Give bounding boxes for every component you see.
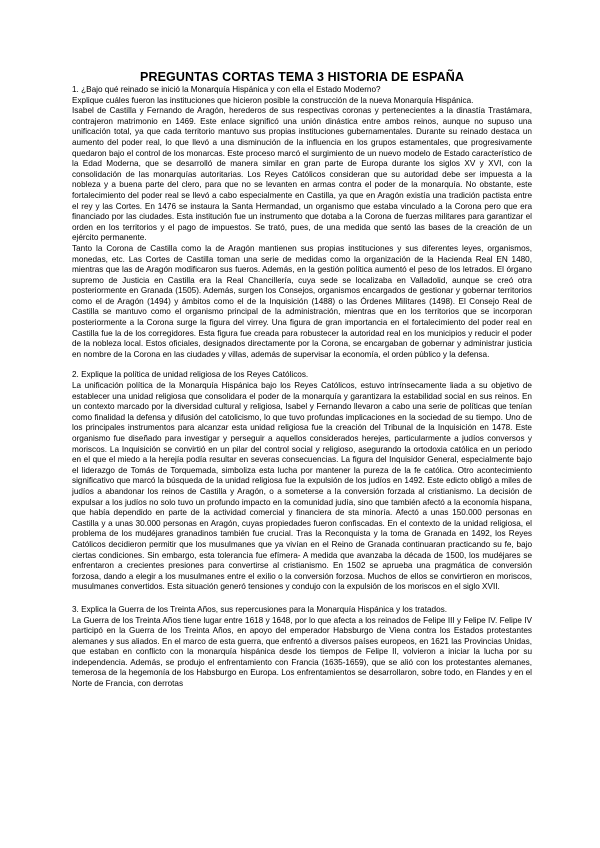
question-3-heading: 3. Explica la Guerra de los Treinta Años, sus repercusiones para la Monarquía Hispánica y los tratados. <box>72 604 448 614</box>
document-page <box>72 70 532 690</box>
answer-3-paragraph-1: La Guerra de los Treinta Años tiene lugar entre 1618 y 1648, por lo que afecta a los reinados de Felipe III y Felipe IV. Felipe IV participó en la Guerra de los Treinta Años, en apoyo del emperador Habsburgo de Viena contra los Estados protestantes alemanes y sus aliados. En el marco de esta guerra, que enfrentó a diversos países europeos, en 1621 las Provincias Unidas, que estaban en conflicto con la monarquía hispánica desde los tiempos de Felipe II, volvieron a iniciar la lucha por su independencia. Además, se produjo el enfrentamiento con Francia (1635-1659), que se alió con los protestantes alemanes, temerosa de la hegemonía de los Habsburgo en Europa. Los enfrentamientos se desarrollaron, sobre todo, en Flandes y en el Norte de Francia, con derrotas <box>72 615 532 689</box>
answer-2-paragraph-1: La unificación política de la Monarquía Hispánica bajo los Reyes Católicos, estuvo intrínsecamente liada a su objetivo de establecer una unidad religiosa que consolidara el poder de la monarquía y garantizara la estabilidad social en sus reinos. En un contexto marcado por la diversidad cultural y religiosa, Isabel y Fernando llevaron a cabo una serie de políticas que tenían como finalidad la defensa y difusión del catolicismo, lo que tuvo profundas implicaciones en la sociedad de su tiempo. Uno de los principales instrumentos para alcanzar esta unidad religiosa fue la creación del Tribunal de la Inquisición en 1478. Este organismo fue diseñado para investigar y perseguir a aquellos considerados herejes, particularmente a judíos conversos y moriscos. La Inquisición se convirtió en un pilar del control social y religioso, asegurando la ortodoxia católica en un periodo en el que el miedo a la herejía podía resultar en severas consecuencias. La figura del Inquisidor General, especialmente bajo el liderazgo de Tomás de Torquemada, simboliza esta lucha por mantener la pureza de la fe católica. Otro acontecimiento significativo que marcó la búsqueda de la unidad religiosa fue la expulsión de los judíos en 1492. Este edicto obligó a miles de judíos a abandonar los reinos de Castilla y Aragón, o a someterse a la conversión forzada al cristianismo. La decisión de expulsar a los judíos no solo tuvo un profundo impacto en la comunidad judía, sino que también afectó a la economía hispana, que había dependido en parte de la actividad comercial y financiera de sta minoría. Afectó a unas 150.000 personas en Castilla y a unas 30.000 personas en Aragón, cuyas propiedades fueron confiscadas. En el contexto de la unidad religiosa, el problema de los mudéjares granadinos también fue crucial. Tras la Reconquista y la toma de Granada en 1492, los Reyes Católicos decidieron permitir que los musulmanes que ya vivían en el Reino de Granada continuaran practicando su fe, bajo ciertas condiciones. Sin embargo, esta tolerancia fue efímera- A medida que avanzaba la década de 1500, los mudéjares se enfrentaron a crecientes presiones para convertirse al cristianismo. En 1502 se aprueba una pragmática de conversión forzosa, dando a elegir a los musulmanes entre el exilio o la conversión forzosa. Muchos de ellos se convirtieron en moriscos, musulmanes convertidos. Esta situación generó tensiones y condujo con la expulsión de los moriscos en el siglo XVII. <box>72 381 532 592</box>
question-2-section <box>72 370 532 592</box>
question-1-section <box>72 85 532 360</box>
question-1-heading: 1. ¿Bajo qué reinado se inició la Monarquía Hispánica y con ella el Estado Moderno? <box>72 85 381 94</box>
answer-1-paragraph-1: Isabel de Castilla y Fernando de Aragón, herederos de sus respectivas coronas y pertenecientes a la dinastía Trastámara, contrajeron matrimonio en 1469. Este enlace significó una unión dinástica entre ambos reinos, aunque no supuso una unificación total, ya que cada territorio mantuvo sus propias instituciones gubernamentales. Durante su reinado destaca un aumento del poder real, lo que llevó a una disminución de la influencia en los grupos estamentales, que progresivamente quedaron bajo el control de los monarcas. Este proceso marcó el surgimiento de un nuevo modelo de Estado característico de la Edad Moderna, que se desarrolló de manera similar en gran parte de Europa durante los siglos XV y XVI, con la consolidación de las monarquías autoritarias. Los Reyes Católicos consideran que su autoridad debe ser impuesta a la nobleza y a buena parte del clero, para que no se levanten en armas contra el poder de la monarquía. No obstante, este fortalecimiento del poder real se llevó a cabo especialmente en Castilla, ya que en Aragón existía una tradición pactista entre el rey y las Cortes. En 1476 se instaura la Santa Hermandad, un organismo que estaba vinculado a la Corona pero que era financiado por las ciudades. Esta institución fue un instrumento que dotaba a la Corona de fuerzas militares para garantizar el orden en los territorios y el pago de impuestos. Se trató, pues, de una medida que sentó las bases de la creación de un ejército permanente. <box>72 106 532 243</box>
section-spacer <box>72 360 532 370</box>
question-1-subheading: Explique cuáles fueron las instituciones que hicieron posible la construcción de la nueva Monarquía Hispánica. <box>72 95 474 105</box>
section-spacer <box>72 593 532 605</box>
answer-1-paragraph-2: Tanto la Corona de Castilla como la de Aragón mantienen sus propias instituciones y sus diferentes leyes, organismos, monedas, etc. Las Cortes de Castilla toman una serie de medidas como la organización de la Hacienda Real EN 1480, mientras que las de Aragón modificaron sus fueros. Además, en la gestión política aumentó el peso de los letrados. El órgano supremo de Justicia en Castilla era la Real Chancillería, cuya sede se localizaba en Valladolid, aunque se creó otra posteriormente en Granada (1505). Además, surgen los Consejos, organismos encargados de gestionar y gobernar territorios como el de Aragón (1494) y ámbitos como el de la Inquisición (1488) o las Órdenes Militares (1498). El Consejo Real de Castilla se mantuvo como el organismo principal de la administración, mientras que en los territorios que se incorporan posteriormente a la Corona surge la figura del virrey. Una figura de gran importancia en el fortalecimiento del poder real en Castilla fue la de los corregidores. Esta figura fue creada para robustecer la autoridad real en los municipios y reducir el poder de la nobleza local. Estos oficiales, designados directamente por la Corona, se encargaban de gobernar y administrar justicia en nombre de la Corona en las ciudades y villas, además de supervisar la economía, el orden público y la defensa. <box>72 243 532 359</box>
document-title: PREGUNTAS CORTAS TEMA 3 HISTORIA DE ESPAÑA <box>140 70 464 84</box>
question-2-heading: 2. Explique la política de unidad religiosa de los Reyes Católicos. <box>72 370 309 380</box>
question-3-section <box>72 605 532 690</box>
